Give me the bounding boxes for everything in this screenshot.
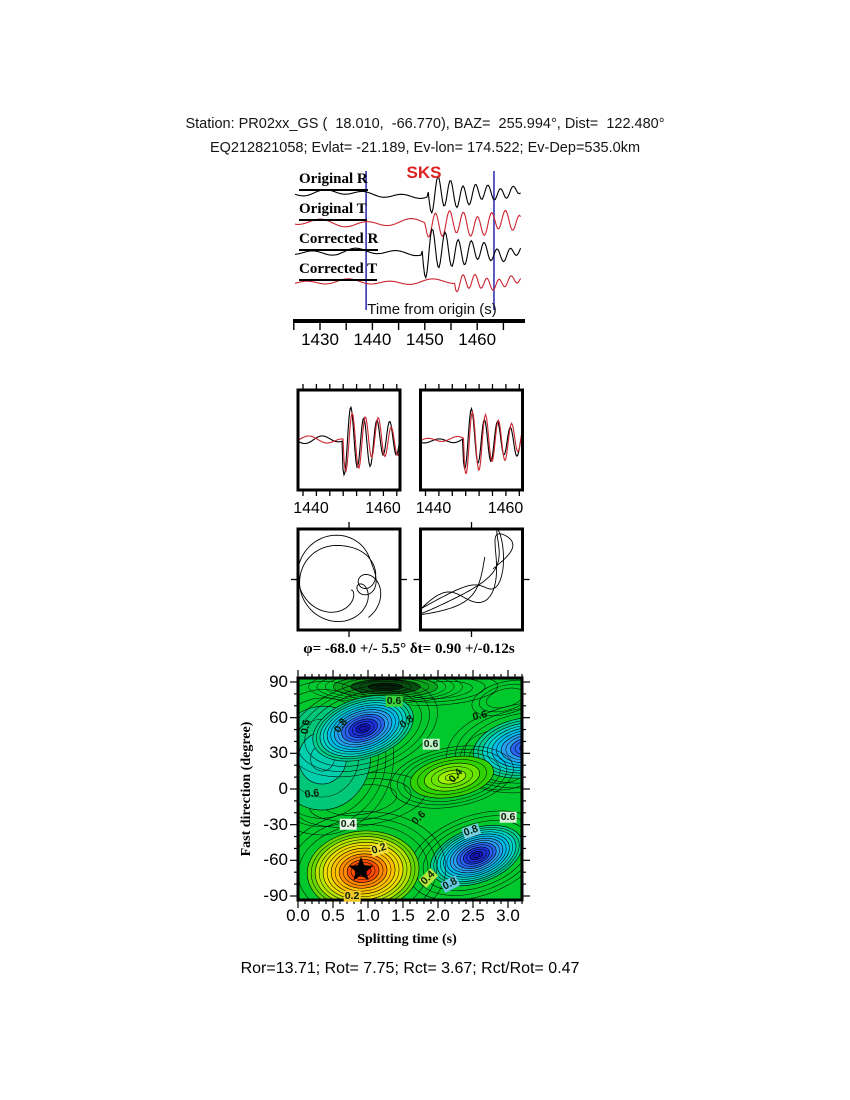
fast-direction-tick-label: 60: [269, 707, 288, 727]
time-axis-label: Time from origin (s): [367, 301, 497, 318]
fast-direction-tick-label: -30: [263, 814, 288, 834]
phase-label-sks: SKS: [406, 163, 442, 182]
energy-ratio-stats: Ror=13.71; Rot= 7.75; Rct= 3.67; Rct/Rot= 0.47: [240, 960, 580, 977]
splitting-time-tick-label: 1.5: [391, 906, 415, 925]
compare-tick-label: 1440: [415, 500, 452, 517]
contour-xlabel: Splitting time (s): [357, 932, 457, 947]
contour-level-label: 0.8: [461, 822, 480, 839]
time-axis-tick-label: 1430: [301, 330, 339, 349]
contour-level-label: 0.6: [423, 737, 439, 750]
time-axis-tick-label: 1460: [458, 330, 497, 349]
splitting-time-tick-label: 3.0: [496, 906, 520, 925]
compare-tick-label: 1460: [487, 500, 524, 517]
fast-direction-tick-label: -90: [263, 886, 288, 905]
contour-level-label: 0.2: [344, 889, 360, 902]
splitting-time-tick-label: 2.0: [426, 906, 450, 925]
contour-level-label: 0.6: [298, 718, 313, 736]
contour-level-label: 0.6: [409, 808, 429, 828]
time-axis-tick-label: 1450: [405, 330, 444, 349]
splitting-time-tick-label: 2.5: [461, 906, 485, 925]
compare-tick-label: 1460: [365, 500, 401, 517]
contour-level-label: 0.2: [370, 840, 388, 857]
fast-direction-tick-label: 90: [269, 671, 288, 691]
contour-level-label: 0.4: [446, 766, 466, 786]
contour-ylabel: Fast direction (degree): [239, 721, 254, 857]
station-title: Station: PR02xx_GS ( 18.010, -66.770), BAZ= 255.994°, Dist= 122.480°: [185, 116, 665, 132]
splitting-time-tick-label: 0.0: [286, 906, 310, 925]
contour-level-label: 0.8: [440, 875, 460, 893]
splitting-time-tick-label: 0.5: [321, 906, 345, 925]
contour-level-label: 0.6: [303, 786, 321, 801]
contour-level-label: 0.8: [331, 716, 350, 736]
event-title: EQ212821058; Evlat= -21.189, Ev-lon= 174.522; Ev-Dep=535.0km: [209, 140, 641, 156]
contour-level-label: 0.6: [386, 694, 402, 707]
fast-direction-tick-label: 0: [278, 779, 288, 798]
time-axis-tick-label: 1440: [353, 330, 392, 349]
trace-label-corrected-r: Corrected R: [299, 232, 378, 251]
contour-level-label: 0.6: [500, 810, 516, 823]
contour-level-label: 0.6: [471, 708, 489, 724]
contour-level-label: 0.8: [397, 712, 417, 731]
contour-level-label: 0.4: [340, 817, 356, 830]
trace-label-original-r: Original R: [299, 172, 368, 191]
trace-label-corrected-t: Corrected T: [299, 262, 377, 281]
contour-level-label: 0.4: [418, 868, 438, 888]
compare-tick-label: 1440: [293, 500, 329, 517]
fast-direction-tick-label: 30: [269, 743, 288, 763]
contour-title: φ= -68.0 +/- 5.5° δt= 0.90 +/-0.12s: [303, 641, 515, 657]
fast-direction-tick-label: -60: [263, 850, 288, 870]
splitting-time-tick-label: 1.0: [356, 906, 380, 925]
trace-label-original-t: Original T: [299, 202, 367, 221]
